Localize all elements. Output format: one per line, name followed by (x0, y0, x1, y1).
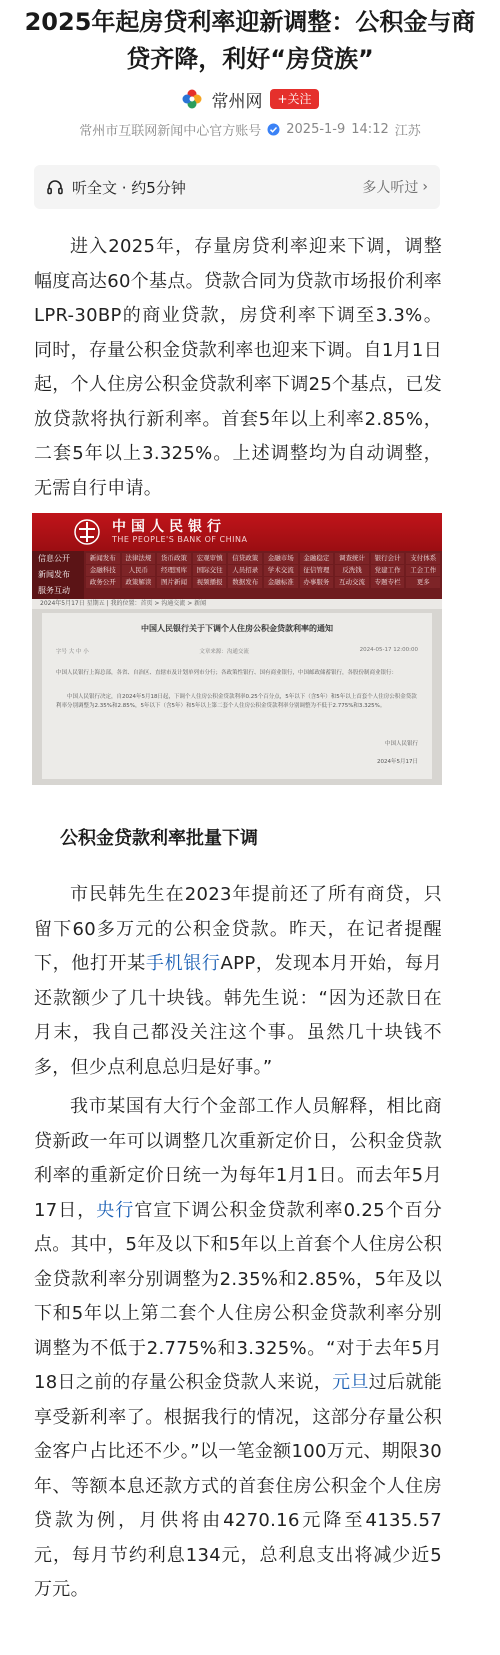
bank-nav-item: 人民币 (122, 565, 156, 576)
headphone-icon (46, 178, 64, 196)
bank-nav (32, 551, 442, 599)
publish-date: 2025-1-9 (286, 121, 346, 137)
bank-nav-item: 学术交流 (264, 565, 298, 576)
bank-nav-item: 法律法规 (122, 553, 156, 564)
paragraph-2 (34, 878, 442, 1085)
verified-icon (267, 123, 280, 136)
article-meta (0, 118, 500, 140)
bank-nav-item: 支付体系 (406, 553, 440, 564)
doc-date: 2024-05-17 12:00:00 (359, 647, 418, 653)
bank-nav-item: 货币政策 (157, 553, 191, 564)
bank-nav-item: 信贷政策 (228, 553, 262, 564)
bank-nav-item: 经理国库 (157, 565, 191, 576)
bank-nav-item: 更多 (406, 577, 440, 588)
listeners-link[interactable] (362, 177, 428, 197)
bank-name-cn: 中国人民银行 (112, 519, 226, 535)
mobile-bank-link[interactable]: 手机银行 (145, 953, 221, 974)
doc-sign-org: 中国人民银行 (384, 741, 418, 747)
bank-nav-item: 反洗钱 (335, 565, 369, 576)
bank-nav-item: 调查统计 (335, 553, 369, 564)
bank-nav-item: 银行会计 (371, 553, 405, 564)
doc-sign-date: 2024年5月17日 (377, 759, 418, 765)
listeners-label: 多人听过 (362, 180, 419, 196)
new-year-link[interactable]: 元旦 (332, 1372, 369, 1393)
bank-nav-item: 宏观审慎 (193, 553, 227, 564)
bank-nav-item: 国际交往 (193, 565, 227, 576)
bank-side-tab: 信息公开 (38, 554, 70, 563)
bank-header (32, 513, 442, 551)
follow-button[interactable]: +关注 (270, 89, 318, 109)
doc-line-2: 中国人民银行决定，自2024年5月18日起，下调个人住房公积金贷款利率0.25个百分点，5年以下（含5年）和5年以上首套个人住房公积金贷款利率分别调整为2.35%和2.85%，5年以下（含5年）和5年以上第二套个人住房公积金贷款利率分别调整为不低于2.775%和3.325%。 (56, 694, 417, 709)
bank-side-tabs (32, 551, 84, 599)
bank-nav-item: 互动交流 (335, 577, 369, 588)
doc-source: 文章来源：沟通交流 (199, 649, 249, 655)
paragraph-1: 进入2025年，存量房贷利率迎来下调，调整幅度高达60个基点。贷款合同为贷款市场报价利率LPR-30BP的商业贷款，房贷利率下调至3.3%。同时，存量公积金贷款利率也迎来下调。自1月1日起，个人住房公积金贷款利率下调25个基点，已发放贷款将执行新利率。首套5年以上利率2.85%，二套5年以上3.325%。上述调整均为自动调整，无需自行申请。 (34, 236, 442, 499)
bank-nav-item: 党建工作 (371, 565, 405, 576)
listen-full-text[interactable] (46, 177, 186, 198)
publish-location: 江苏 (394, 123, 421, 139)
logo-icon[interactable] (181, 88, 203, 110)
article-title: 2025年起房贷利率迎新调整：公积金与商贷齐降，利好“房贷族” (24, 8, 476, 73)
central-bank-link[interactable]: 央行 (96, 1199, 135, 1221)
listen-bar[interactable] (34, 165, 440, 209)
bank-nav-item: 数据发布 (228, 577, 262, 588)
bank-nav-item: 金融科技 (86, 565, 120, 576)
bank-nav-item: 征信管理 (300, 565, 334, 576)
publish-time: 14:12 (351, 121, 389, 137)
bank-nav-item: 金融市场 (264, 553, 298, 564)
paragraph-3-part-c: 过后就能享受新利率了。根据我行的情况，这部分存量公积金客户占比还不少。”以一笔金额100万元、期限30年、等额本息还款方式的首套住房公积金个人住房贷款为例，月供将由4270.16元降至4135.57元，每月节约利息134元，总利息支出将减少近5万元。 (34, 1372, 442, 1600)
bank-nav-grid (86, 553, 440, 588)
bank-nav-item: 政务公开 (86, 577, 120, 588)
bank-nav-item: 人员招录 (228, 565, 262, 576)
paragraph-2-part-a: 市民韩先生在2023年提前还了所有商贷，只留下60多万元的公积金贷款。昨天，在记者提醒下，他打开某 (34, 884, 442, 974)
bank-side-tab: 新闻发布 (38, 570, 70, 579)
doc-title: 中国人民银行关于下调个人住房公积金贷款利率的通知 (141, 624, 333, 633)
doc-line-1: 中国人民银行上海总部，各省、自治区、直辖市及计划单列市分行；各政策性银行、国有商业银行，中国邮政储蓄银行，各股份制商业银行： (56, 670, 398, 676)
bank-nav-item: 金融标准 (264, 577, 298, 588)
pboc-notice-image[interactable] (32, 513, 442, 785)
paragraph-3-part-b: 官宣下调公积金贷款利率0.25个百分点。其中，5年及以下和5年以上首套个人住房公积金贷款利率分别调整为2.35%和2.85%，5年及以下和5年以上第二套个人住房公积金贷款利率分别调整为不低于2.775%和3.325%。“对于去年5月18日之前的存量公积金贷款人来说， (34, 1199, 443, 1393)
bank-nav-item: 金融稳定 (300, 553, 334, 564)
chevron-right-icon: › (422, 179, 428, 195)
bank-nav-item: 视频播报 (193, 577, 227, 588)
source-account[interactable]: 常州市互联网新闻中心官方账号 (79, 123, 262, 139)
bank-name-en: THE PEOPLE'S BANK OF CHINA (112, 535, 248, 544)
bank-nav-item: 办事服务 (300, 577, 334, 588)
bank-nav-item: 新闻发布 (86, 553, 120, 564)
pboc-logo-icon (70, 517, 104, 547)
bank-nav-item: 政策解读 (122, 577, 156, 588)
bank-nav-item: 工会工作 (406, 565, 440, 576)
listen-label: 听全文 · 约5分钟 (72, 178, 186, 197)
author-row (0, 84, 500, 114)
bank-side-tab: 服务互动 (38, 586, 70, 595)
bank-nav-item: 专题专栏 (371, 577, 405, 588)
bank-breadcrumb: 2024年5月17日 星期五 | 我的位置：首页 > 沟通交流 > 新闻 (32, 599, 442, 609)
author-name[interactable]: 常州网 (211, 91, 263, 112)
paragraph-2-part-b: APP，发现本月开始，每月还款额少了几十块钱。韩先生说：“因为还款日在月末，我自己都没关注这个事。虽然几十块钱不多，但少点利息总归是好事。” (34, 953, 442, 1078)
bank-nav-item: 图片新闻 (157, 577, 191, 588)
paragraph-3-part-a: 我市某国有大行个金部工作人员解释，相比商贷新政一年可以调整几次重新定价日，公积金贷款利率的重新定价日统一为每年1月1日。而去年5月17日， (34, 1096, 442, 1221)
doc-meta (56, 647, 418, 655)
section-subhead: 公积金贷款利率批量下调 (60, 828, 258, 849)
paragraph-3 (34, 1090, 442, 1608)
bank-document (42, 613, 432, 779)
doc-font-size: 字号 大 中 小 (56, 649, 89, 655)
